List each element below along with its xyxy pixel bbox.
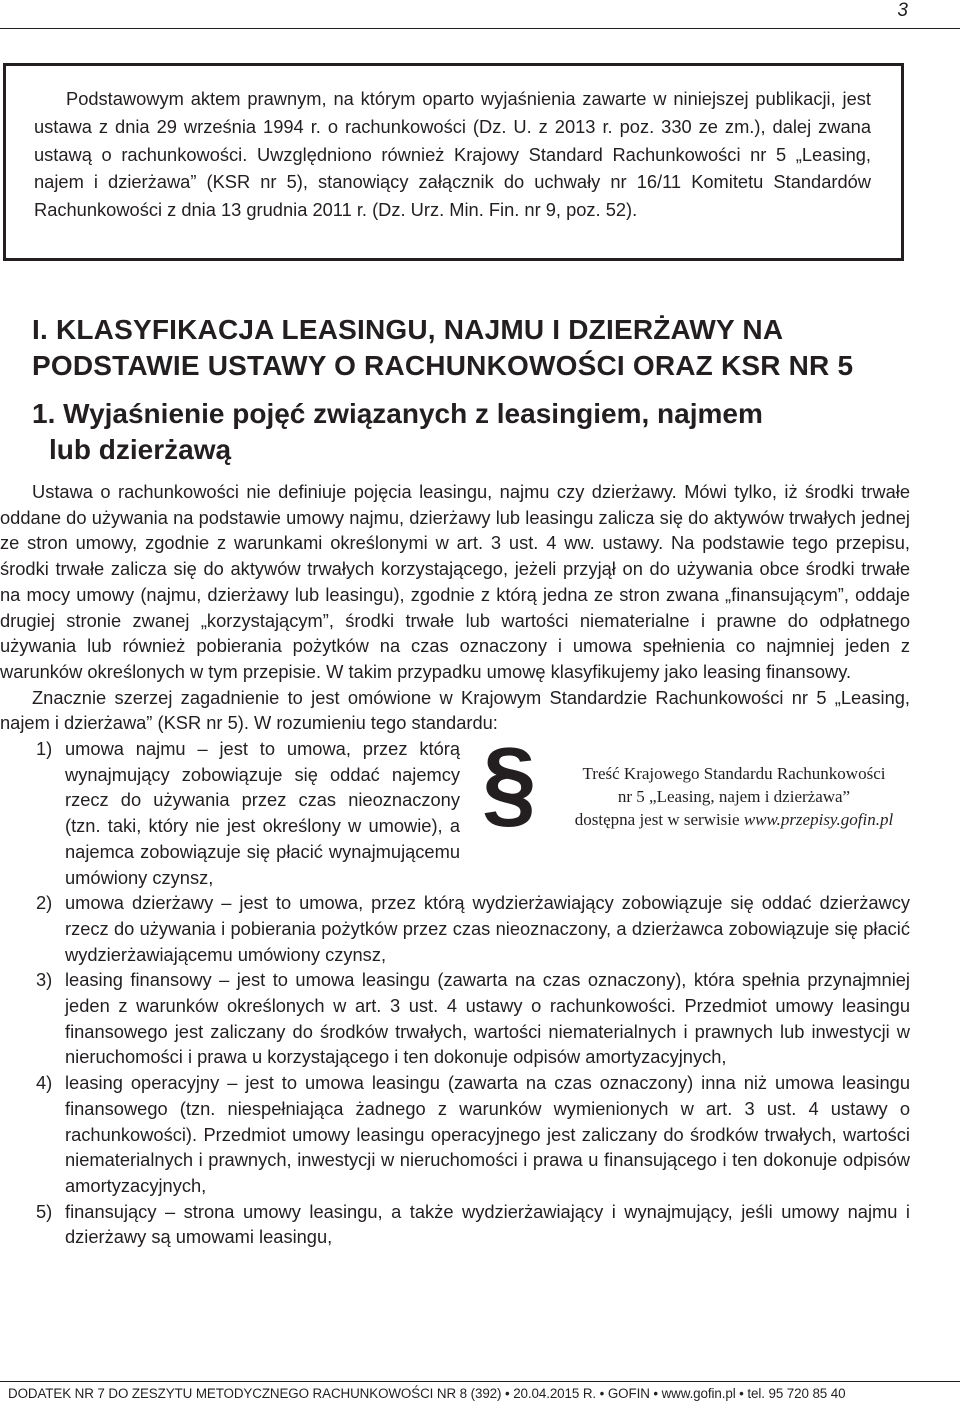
- definition-marker: 5): [36, 1200, 53, 1222]
- body-paragraph-intro: Znacznie szerzej zagadnienie to jest omówione w Krajowym Standardzie Rachunkowości nr 5 „Leasing, najem i dzierżawa” (KSR nr 5). W rozumieniu tego standardu:: [0, 686, 910, 734]
- definition-item: [0, 890, 910, 967]
- body-paragraph: Ustawa o rachunkowości nie definiuje pojęcia leasingu, najmu czy dzierżawy. Mówi tylko, iż środki trwałe oddane do używania na podstawie umowy najmu, dzierżawy lub leasingu zalicza się do aktywów trwałych jednej ze stron umowy, zgodnie z warunkami określonymi w art. 3 ust. 4 ww. ustawy. Na podstawie tego przepisu, środki trwałe zalicza się do aktywów trwałych korzystającego, jeżeli przyjął on do używania obce środki trwałe na mocy umowy (najmu, dzierżawy lub leasingu), zgodnie z którą jedna ze stron zwana „finansującym”, oddaje drugiej stronie zwanej „korzystającym”, środki trwałe lub wartości niematerialne i prawne do odpłatnego używania lub również pobierania pożytków na czas oznaczony i umowa spełnienia co najmniej jeden z warunków określonych w tym przepisie. W takim przypadku umowę klasyfikujemy jako leasing finansowy.: [0, 481, 910, 682]
- chapter-heading-line2: PODSTAWIE USTAWY O RACHUNKOWOŚCI ORAZ KSR NR 5: [32, 350, 854, 381]
- section-heading: [32, 396, 912, 468]
- reference-line3: [554, 808, 914, 831]
- chapter-heading-line1: I. KLASYFIKACJA LEASINGU, NAJMU I DZIERŻAWY NA: [32, 314, 784, 345]
- definition-item: [0, 1070, 910, 1199]
- definition-text: leasing operacyjny – jest to umowa leasingu (zawarta na czas oznaczony) inna niż umowa leasingu finansowego (tzn. niespełniająca żadnego z warunków wymienionych w art. 3 ust. 4 ustawy o rachunkowości). Przedmiot umowy leasingu operacyjnego jest zaliczany do środków trwałych, wartości niematerialnych i prawnych, inwestycji w nieruchomości i prawa u finansującego i ten dokonuje odpisów amortyzacyjnych,: [65, 1072, 910, 1196]
- legal-basis-box: [3, 63, 904, 261]
- definition-text: finansujący – strona umowy leasingu, a także wydzierżawiający i wynajmujący, jeśli umowy najmu i dzierżawy są umowami leasingu,: [65, 1200, 910, 1248]
- footer-rule: [0, 1381, 960, 1382]
- reference-line2: nr 5 „Leasing, najem i dzierżawa”: [617, 787, 851, 807]
- section-number: 1.: [32, 398, 56, 429]
- chapter-heading: [32, 312, 932, 384]
- paragraph-icon: §: [482, 727, 537, 838]
- top-rule: [0, 28, 960, 29]
- definition-text: umowa dzierżawy – jest to umowa, przez którą wydzierżawiający zobowiązuje się oddać dzierżawcy rzecz do używania i pobierania pożytków przez czas nieoznaczony, a dzierżawca zobowiązuje się płacić wydzierżawiającemu umówiony czynsz,: [65, 892, 910, 965]
- reference-text: [554, 762, 914, 831]
- page-number: 3: [897, 0, 908, 21]
- reference-box: [470, 727, 910, 856]
- definition-marker: 2): [36, 892, 53, 914]
- legal-basis-text: Podstawowym aktem prawnym, na którym oparto wyjaśnienia zawarte w niniejszej publikacji, jest ustawa z dnia 29 września 1994 r. o rachunkowości (Dz. U. z 2013 r. poz. 330 ze zm.), dalej zwana ustawą o rachunkowości. Uwzględniono również Krajowy Standard Rachunkowości nr 5 „Leasing, najem i dzierżawa” (KSR nr 5), stanowiący załącznik do uchwały nr 16/11 Komitetu Standardów Rachunkowości z dnia 13 grudnia 2011 r. (Dz. Urz. Min. Fin. nr 9, poz. 52).: [34, 88, 871, 221]
- section-title-line1: Wyjaśnienie pojęć związanych z leasingiem, najmem: [63, 398, 763, 429]
- body-text: [0, 479, 910, 1250]
- definition-item: [0, 1199, 910, 1250]
- definition-marker: 3): [36, 969, 53, 991]
- reference-line1: Treść Krajowego Standardu Rachunkowości: [582, 764, 886, 784]
- definition-text: leasing finansowy – jest to umowa leasingu (zawarta na czas oznaczony), która spełnia przynajmniej jeden z warunków określonych w art. 3 ust. 4 ustawy o rachunkowości. Przedmiot umowy leasingu finansowego jest zaliczany do środków trwałych, wartości niematerialnych i prawnych lub inwestycji w nieruchomości i prawa u korzystającego i ten dokonuje odpisów amortyzacyjnych,: [65, 969, 910, 1068]
- reference-line3-prefix: dostępna jest w serwisie: [574, 810, 744, 830]
- definition-text: umowa najmu – jest to umowa, przez którą wynajmujący zobowiązuje się oddać najemcy rzecz do używania przez czas nieoznaczony (tzn. taki, który nie jest określony w umowie), a najemca zobowiązuje się płacić wynajmującemu umówiony czynsz,: [65, 738, 460, 888]
- definition-marker: 4): [36, 1072, 53, 1094]
- definition-marker: 1): [36, 738, 53, 760]
- definition-item: [0, 727, 910, 890]
- reference-site-link[interactable]: www.przepisy.gofin.pl: [743, 810, 894, 830]
- page-footer: DODATEK NR 7 DO ZESZYTU METODYCZNEGO RACHUNKOWOŚCI NR 8 (392) • 20.04.2015 R. • GOFIN • www.gofin.pl • tel. 95 720 85 40: [8, 1386, 846, 1401]
- section-title-line2: lub dzierżawą: [49, 434, 232, 465]
- definition-item: [0, 967, 910, 1070]
- definition-list: [0, 727, 910, 1250]
